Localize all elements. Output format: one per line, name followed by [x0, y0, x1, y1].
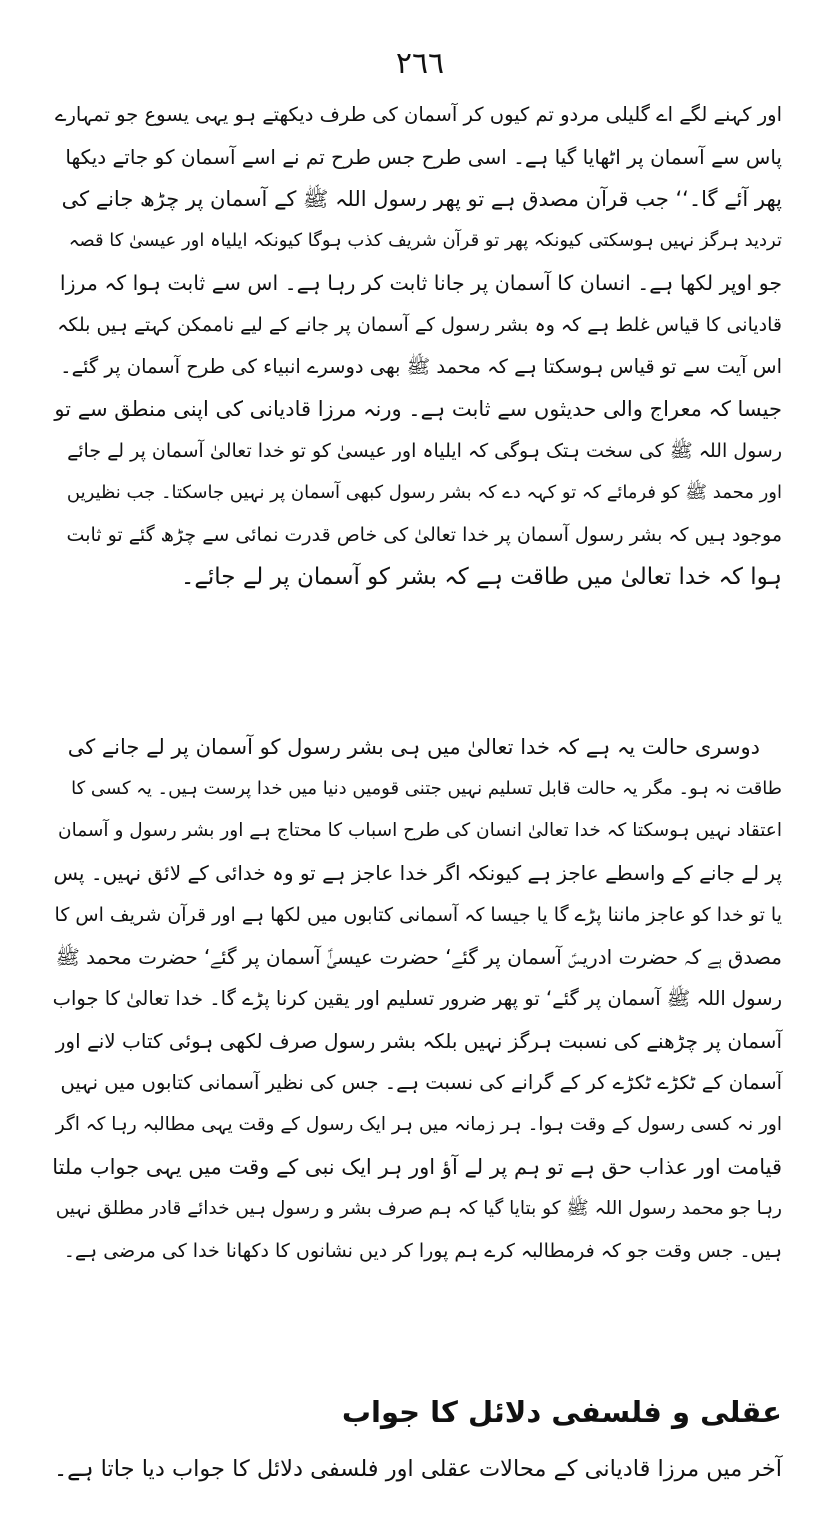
text-line: اعتقاد نہیں ہوسکتا کہ خدا تعالیٰ انسان کی طرح اسباب کا محتاج ہے اور بشر رسول و آسمان	[58, 820, 782, 841]
text-line: پاس سے آسمان پر اٹھایا گیا ہے۔ اسی طرح جس طرح تم نے اسے آسمان کو جاتے دیکھا	[65, 145, 782, 169]
paragraph-2	[52, 726, 782, 1272]
text-line: رسول اللہ ﷺ کی سخت ہتک ہوگی کہ ایلیاہ اور عیسیٰ کو تو خدا تعالیٰ آسمان پر لے جائے	[67, 440, 782, 462]
text-line: یا تو خدا کو عاجز ماننا پڑے گا یا جیسا کہ آسمانی کتابوں میں لکھا ہے اور قرآن شریف اس کا	[54, 904, 782, 926]
text-line: رسول اللہ ﷺ آسمان پر گئے‘ تو پھر ضرور تسلیم اور یقین کرنا پڑے گا۔ خدا تعالیٰ کا جواب	[52, 987, 782, 1010]
text-line: موجود ہیں کہ بشر رسول آسمان پر خدا تعالیٰ کی خاص قدرت نمائی سے چڑھ گئے تو ثابت	[66, 524, 782, 546]
text-line: پر لے جانے کے واسطے عاجز ہے کیونکہ اگر خدا عاجز ہے تو وہ خدائی کے لائق نہیں۔ پس	[53, 861, 782, 885]
text-line: اور نہ کسی رسول کے وقت ہوا۔ ہر زمانہ میں ہر ایک رسول کے وقت یہی مطالبہ رہا کہ اگر	[55, 1114, 782, 1135]
section-heading: عقلی و فلسفی دلائل کا جواب	[341, 1395, 782, 1429]
text-line: رہا جو محمد رسول اللہ ﷺ کو بتایا گیا کہ ہم صرف بشر و رسول ہیں خدائے قادر مطلق نہیں	[55, 1198, 782, 1219]
text-line: مصدق ہے کہ حضرت ادریسؑ آسمان پر گئے‘ حضرت عیسیٰؑ آسمان پر گئے‘ حضرت محمد ﷺ	[55, 945, 782, 969]
text-line: اور کہنے لگے اے گلیلی مردو تم کیوں کر آسمان کی طرف دیکھتے ہو یہی یسوع جو تمہارے	[55, 103, 782, 126]
text-line: دوسری حالت یہ ہے کہ خدا تعالیٰ میں ہی بشر رسول کو آسمان پر لے جانے کی	[67, 735, 760, 759]
text-line: اور محمد ﷺ کو فرمائے کہ تو کہہ دے کہ بشر رسول کبھی آسمان پر نہیں جاسکتا۔ جب نظیریں	[66, 482, 782, 503]
text-line: آسمان کے ٹکڑے ٹکڑے کر کے گرانے کی نسبت ہے۔ جس کی نظیر آسمانی کتابوں میں نہیں	[60, 1071, 782, 1094]
closing-line: آخر میں مرزا قادیانی کے محالات عقلی اور فلسفی دلائل کا جواب دیا جاتا ہے۔	[53, 1456, 782, 1482]
paragraph-1	[52, 94, 782, 598]
text-line: ہیں۔ جس وقت جو کہ فرمطالبہ کرے ہم پورا کر دیں نشانوں کا دکھانا خدا کی مرضی ہے۔	[63, 1240, 782, 1262]
text-line: جو اوپر لکھا ہے۔ انسان کا آسمان پر جانا ثابت کر رہا ہے۔ اس سے ثابت ہوا کہ مرزا	[59, 271, 782, 295]
text-line: ہوا کہ خدا تعالیٰ میں طاقت ہے کہ بشر کو آسمان پر لے جائے۔	[180, 564, 782, 590]
text-line: اس آیت سے تو قیاس ہوسکتا ہے کہ محمد ﷺ بھی دوسرے انبیاء کی طرح آسمان پر گئے۔	[60, 355, 782, 378]
text-line: قادیانی کا قیاس غلط ہے کہ وہ بشر رسول کے آسمان پر جانے کے لیے ناممکن کہتے ہیں بلکہ	[57, 314, 782, 336]
text-line: آسمان پر چڑھنے کی نسبت ہرگز نہیں بلکہ بشر رسول صرف لکھی ہوئی کتاب لانے اور	[55, 1029, 782, 1053]
text-line: پھر آئے گا۔‘‘ جب قرآن مصدق ہے تو پھر رسول اللہ ﷺ کے آسمان پر چڑھ جانے کی	[61, 187, 782, 211]
page-number: ۲٦٦	[395, 46, 445, 81]
text-line: تردید ہرگز نہیں ہوسکتی کیونکہ پھر تو قرآن شریف کذب ہوگا کیونکہ ایلیاہ اور عیسیٰ کا قصہ	[68, 230, 782, 251]
text-line: قیامت اور عذاب حق ہے تو ہم پر لے آؤ اور ہر ایک نبی کے وقت میں یہی جواب ملتا	[52, 1155, 782, 1179]
text-line: طاقت نہ ہو۔ مگر یہ حالت قابل تسلیم نہیں جتنی قومیں دنیا میں خدا پرست ہیں۔ یہ کسی کا	[71, 778, 782, 799]
text-line: جیسا کہ معراج والی حدیثوں سے ثابت ہے۔ ورنہ مرزا قادیانی کی اپنی منطق سے تو	[54, 397, 782, 421]
